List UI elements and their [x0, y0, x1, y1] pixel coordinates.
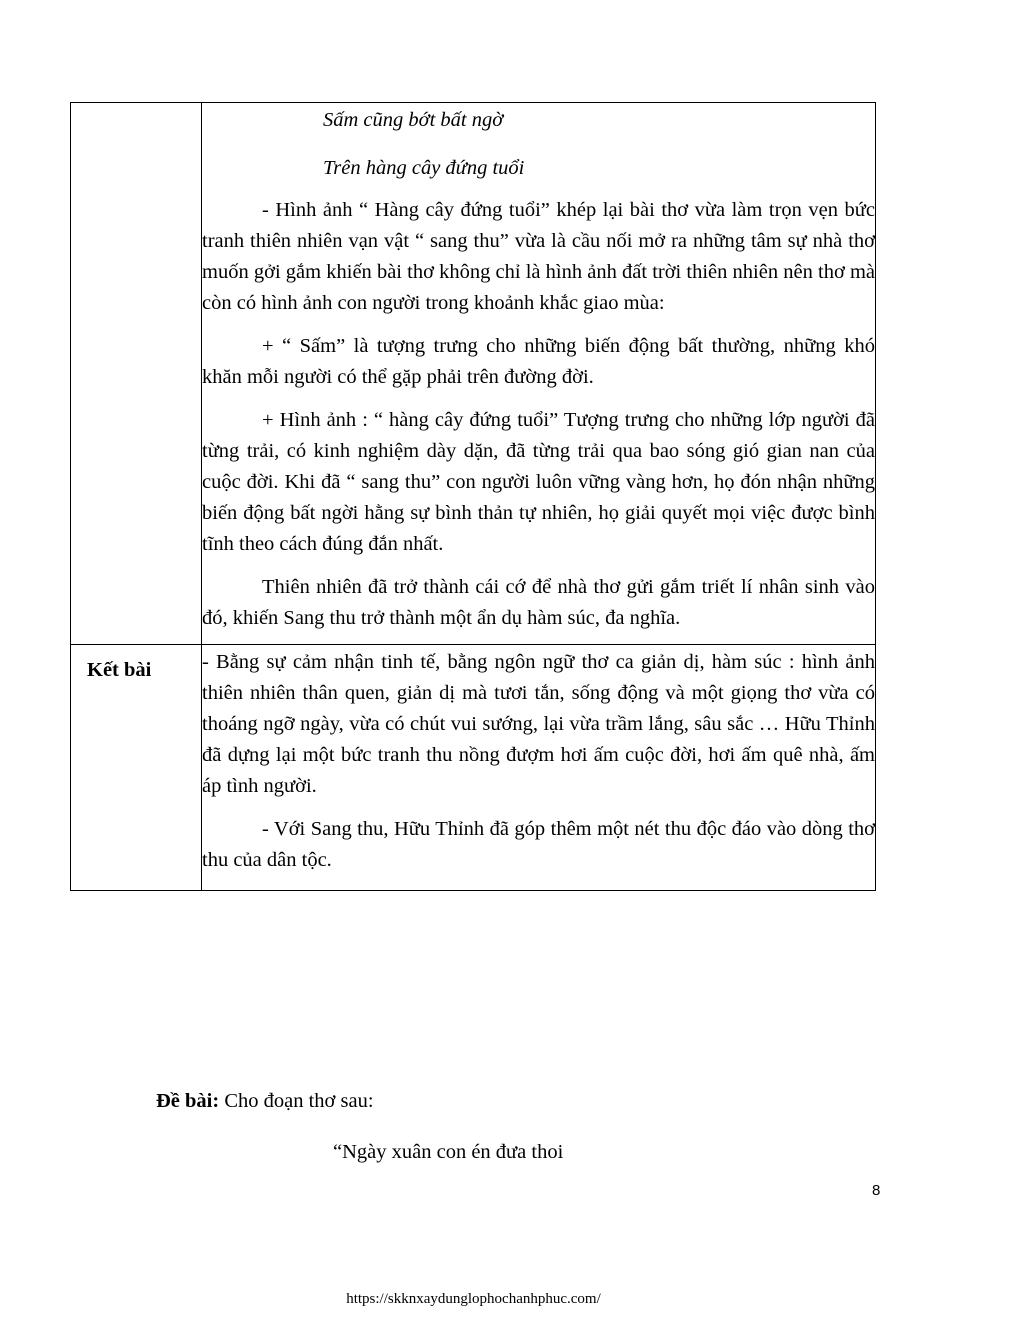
paragraph: - Bằng sự cảm nhận tinh tế, bằng ngôn ngữ thơ ca giản dị, hàm súc : hình ảnh thiên nhiên thân quen, giản dị mà tươi tắn, sống động và một giọng thơ vừa có thoáng ngỡ ngày, vừa có chút vui sướng, lại vừa trầm lắng, sâu sắc … Hữu Thỉnh đã dựng lại một bức tranh thu nồng đượm hơi ấm cuộc đời, hơi ấm quê nhà, ấm áp tình người. — [202, 651, 875, 797]
assignment-prompt — [156, 1086, 374, 1116]
content-cell — [202, 103, 876, 645]
paragraph: - Với Sang thu, Hữu Thỉnh đã góp thêm một nét thu độc đáo vào dòng thơ thu của dân tộc. — [202, 818, 875, 871]
outline-table — [70, 102, 876, 891]
footer-url: https://skknxaydunglophochanhphuc.com/ — [346, 1291, 601, 1307]
section-label: Kết bài — [87, 659, 152, 681]
table-row — [71, 103, 876, 645]
content-cell — [202, 645, 876, 891]
table-row — [71, 645, 876, 891]
assignment-text: Cho đoạn thơ sau: — [219, 1090, 374, 1112]
poem-line: Sấm cũng bớt bất ngờ — [323, 109, 504, 131]
poem-line: Trên hàng cây đứng tuổi — [323, 157, 525, 179]
section-label-cell — [71, 645, 202, 891]
section-label-cell — [71, 103, 202, 645]
verse-line: “Ngày xuân con én đưa thoi — [333, 1141, 564, 1163]
paragraph: - Hình ảnh “ Hàng cây đứng tuổi” khép lại bài thơ vừa làm trọn vẹn bức tranh thiên nhiên vạn vật “ sang thu” vừa là cầu nối mở ra những tâm sự nhà thơ muốn gởi gắm khiến bài thơ không chỉ là hình ảnh đất trời thiên nhiên nên thơ mà còn có hình ảnh con người trong khoảnh khắc giao mùa: — [202, 199, 875, 314]
assignment-label: Đề bài: — [156, 1090, 220, 1112]
paragraph: + Hình ảnh : “ hàng cây đứng tuổi” Tượng trưng cho những lớp người đã từng trải, có kinh nghiệm dày dặn, đã từng trải qua bao sóng gió gian nan của cuộc đời. Khi đã “ sang thu” con người luôn vững vàng hơn, họ đón nhận những biến động bất ngời hằng sự bình thản tự nhiên, họ giải quyết mọi việc được bình tĩnh theo cách đúng đắn nhất. — [202, 409, 875, 555]
paragraph: Thiên nhiên đã trở thành cái cớ để nhà thơ gửi gắm triết lí nhân sinh vào đó, khiến Sang thu trở thành một ẩn dụ hàm súc, đa nghĩa. — [202, 576, 875, 629]
paragraph: + “ Sấm” là tượng trưng cho những biến động bất thường, những khó khăn mỗi người có thể gặp phải trên đường đời. — [202, 335, 875, 388]
page-number: 8 — [872, 1182, 881, 1199]
